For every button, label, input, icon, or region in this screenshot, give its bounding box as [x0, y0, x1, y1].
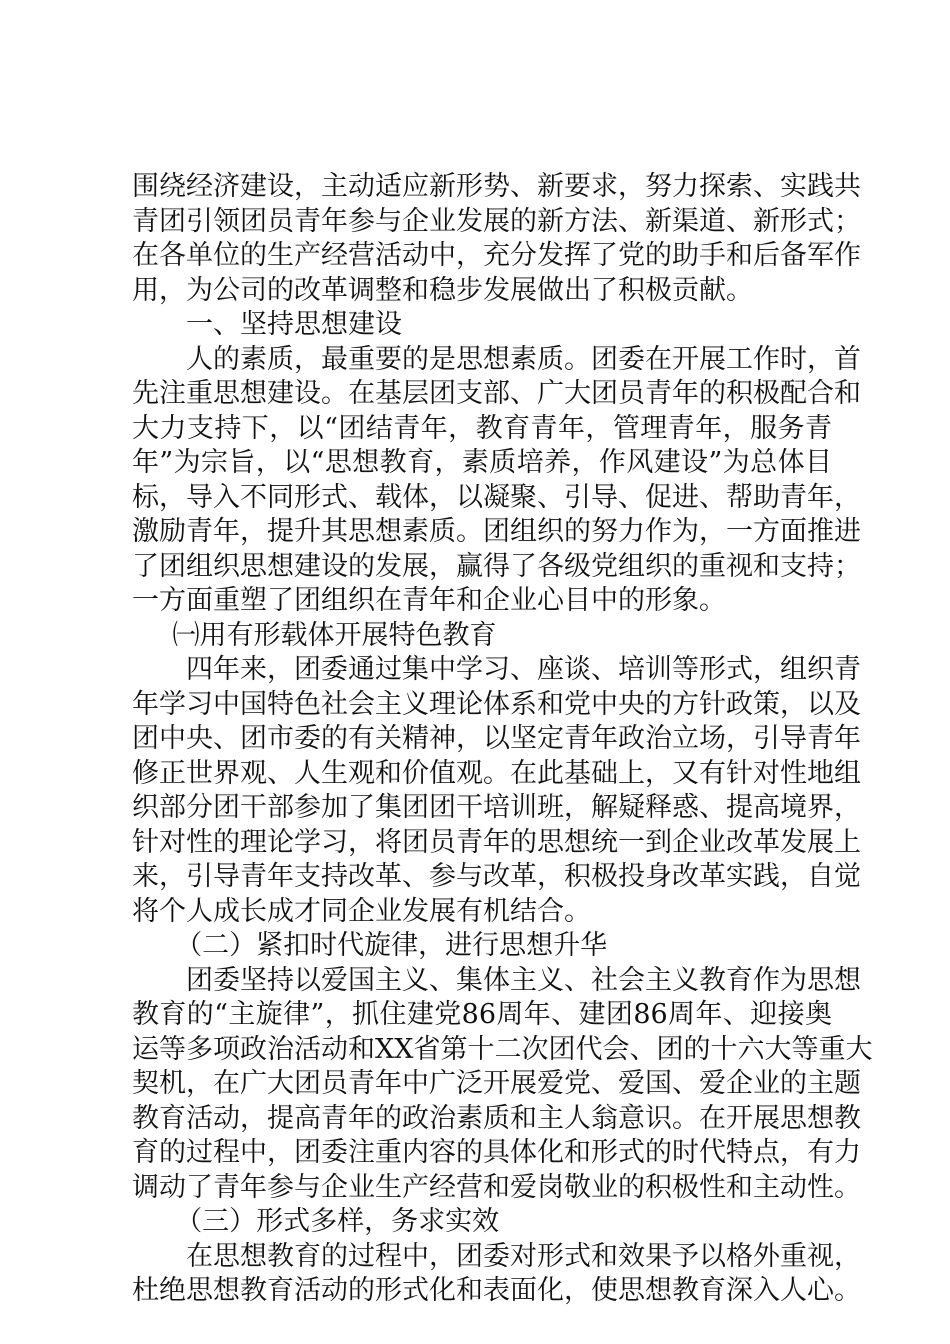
- text-line: 青团引领团员青年参与企业发展的新方法、新渠道、新形式；: [132, 205, 861, 237]
- text-line: 大力支持下，以“团结青年，教育青年，管理青年，服务青: [132, 412, 832, 444]
- text-line: 织部分团干部参加了集团团干培训班，解疑释惑、提高境界，: [132, 792, 861, 823]
- text-line: 围绕经济建设，主动适应新形势、新要求，努力探索、实践共: [132, 171, 861, 202]
- text-line: 人的素质，最重要的是思想素质。团委在开展工作时，首: [186, 343, 861, 375]
- text-line: 激励青年，提升其思想素质。团组织的努力作为，一方面推进: [132, 516, 861, 547]
- text-line: 年学习中国特色社会主义理论体系和党中央的方针政策，以及: [132, 688, 861, 720]
- section-heading: （三）形式多样，务求实效: [175, 1206, 500, 1237]
- text-line: 年”为宗旨，以“思想教育，素质培养，作风建设”为总体目: [132, 447, 832, 478]
- text-line: 将个人成长成才同企业发展有机结合。: [132, 895, 591, 927]
- text-line: 教育的“主旋律”，抓住建党86周年、建团86周年、迎接奥: [132, 999, 832, 1030]
- text-line: 运等多项政治活动和XX省第十二次团代会、团的十六大等重大: [132, 1033, 873, 1065]
- text-line: 团中央、团市委的有关精神，以坚定青年政治立场，引导青年: [132, 723, 861, 754]
- section-heading: ㈠用有形载体开展特色教育: [172, 619, 497, 651]
- text-line: 了团组织思想建设的发展，赢得了各级党组织的重视和支持；: [132, 550, 861, 582]
- text-line: 先注重思想建设。在基层团支部、广大团员青年的积极配合和: [132, 378, 861, 409]
- text-line: 一方面重塑了团组织在青年和企业心目中的形象。: [132, 585, 726, 616]
- document-body: [132, 170, 873, 1309]
- text-line: 用，为公司的改革调整和稳步发展做出了积极贡献。: [132, 274, 753, 306]
- text-line: 标，导入不同形式、载体，以凝聚、引导、促进、帮助青年，: [132, 481, 861, 513]
- text-line: 契机，在广大团员青年中广泛开展爱党、爱国、爱企业的主题: [132, 1068, 861, 1099]
- text-line: 在各单位的生产经营活动中，充分发挥了党的助手和后备军作: [132, 240, 861, 271]
- text-line: 杜绝思想教育活动的形式化和表面化，使思想教育深入人心。: [132, 1275, 861, 1306]
- text-line: 在思想教育的过程中，团委对形式和效果予以格外重视，: [186, 1240, 861, 1272]
- text-line: 来，引导青年支持改革、参与改革，积极投身改革实践，自觉: [132, 861, 861, 892]
- text-line: 修正世界观、人生观和价值观。在此基础上，又有针对性地组: [132, 757, 861, 789]
- text-line: 针对性的理论学习，将团员青年的思想统一到企业改革发展上: [132, 826, 861, 858]
- text-line: 调动了青年参与企业生产经营和爱岗敬业的积极性和主动性。: [132, 1171, 861, 1203]
- text-line: 教育活动，提高青年的政治素质和主人翁意识。在开展思想教: [132, 1102, 861, 1134]
- text-line: 团委坚持以爱国主义、集体主义、社会主义教育作为思想: [186, 964, 861, 996]
- text-line: 四年来，团委通过集中学习、座谈、培训等形式，组织青: [186, 654, 861, 685]
- section-heading: （二）紧扣时代旋律，进行思想升华: [175, 930, 608, 961]
- section-heading: 一、坚持思想建设: [186, 309, 402, 340]
- text-line: 育的过程中，团委注重内容的具体化和形式的时代特点，有力: [132, 1137, 861, 1168]
